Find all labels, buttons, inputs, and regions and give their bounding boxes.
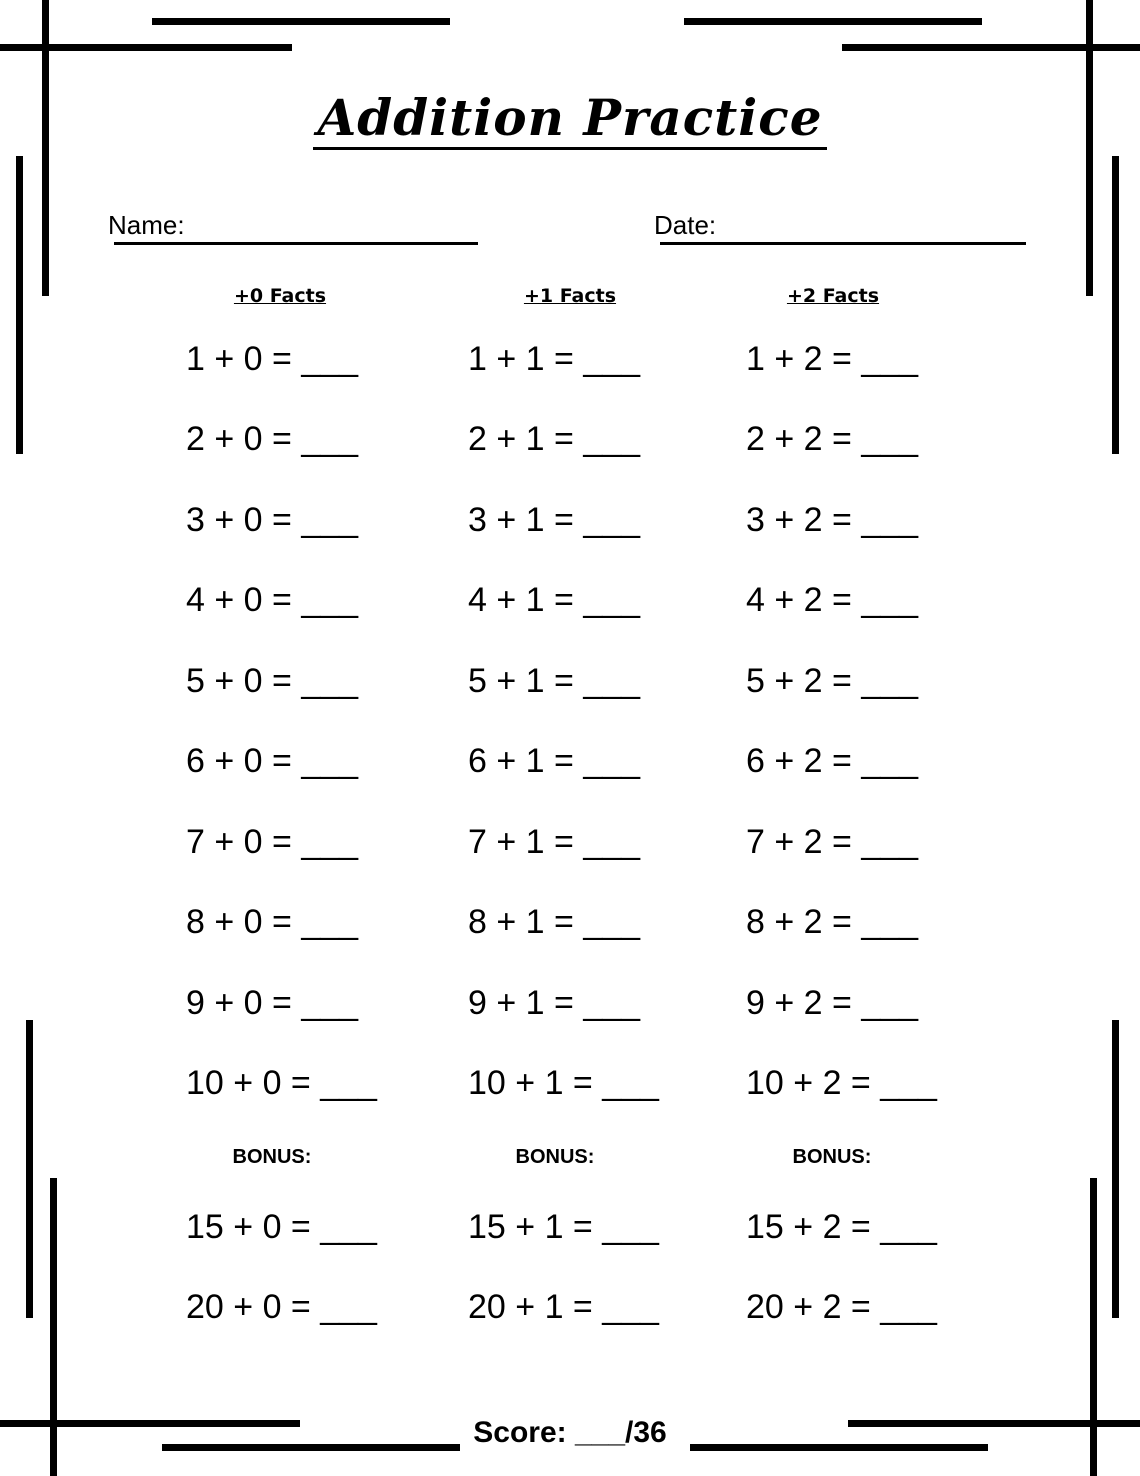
column-header-plus1: +1 Facts bbox=[523, 285, 617, 307]
problem: 1 + 2 = ___ bbox=[746, 340, 919, 378]
bonus-problem: 20 + 2 = ___ bbox=[746, 1288, 937, 1326]
problem: 6 + 2 = ___ bbox=[746, 742, 919, 780]
bonus-problem: 20 + 1 = ___ bbox=[468, 1288, 659, 1326]
bonus-problem: 15 + 1 = ___ bbox=[468, 1208, 659, 1246]
date-label: Date: bbox=[654, 210, 717, 240]
problem: 7 + 1 = ___ bbox=[468, 823, 641, 861]
frame-bar bbox=[842, 44, 1140, 51]
column-header-plus0: +0 Facts bbox=[233, 285, 327, 307]
problem: 3 + 2 = ___ bbox=[746, 501, 919, 539]
column-header-plus2: +2 Facts bbox=[786, 285, 880, 307]
frame-bar bbox=[26, 1020, 33, 1318]
problem: 4 + 2 = ___ bbox=[746, 581, 919, 619]
problem: 1 + 1 = ___ bbox=[468, 340, 641, 378]
bonus-label: BONUS: bbox=[515, 1146, 595, 1168]
problem: 8 + 1 = ___ bbox=[468, 903, 641, 941]
worksheet-title-text: Addition Practice bbox=[313, 88, 826, 150]
problem: 9 + 1 = ___ bbox=[468, 984, 641, 1022]
worksheet-title bbox=[0, 88, 1140, 147]
frame-bar bbox=[16, 156, 23, 454]
problem: 2 + 2 = ___ bbox=[746, 420, 919, 458]
frame-bar bbox=[152, 18, 450, 25]
date-line[interactable] bbox=[660, 242, 1026, 245]
score-label: Score: ___/36 bbox=[473, 1416, 667, 1449]
problem: 7 + 0 = ___ bbox=[186, 823, 359, 861]
problem: 3 + 0 = ___ bbox=[186, 501, 359, 539]
problem: 10 + 2 = ___ bbox=[746, 1064, 937, 1102]
bonus-problem: 15 + 2 = ___ bbox=[746, 1208, 937, 1246]
bonus-problem: 20 + 0 = ___ bbox=[186, 1288, 377, 1326]
frame-bar bbox=[1112, 1020, 1119, 1318]
frame-bar bbox=[1086, 0, 1093, 296]
problem: 8 + 2 = ___ bbox=[746, 903, 919, 941]
problem: 9 + 2 = ___ bbox=[746, 984, 919, 1022]
problem: 6 + 0 = ___ bbox=[186, 742, 359, 780]
problem: 10 + 1 = ___ bbox=[468, 1064, 659, 1102]
name-label: Name: bbox=[108, 210, 185, 240]
problem: 6 + 1 = ___ bbox=[468, 742, 641, 780]
bonus-label: BONUS: bbox=[232, 1146, 312, 1168]
problem: 2 + 1 = ___ bbox=[468, 420, 641, 458]
problem: 5 + 0 = ___ bbox=[186, 662, 359, 700]
problem: 10 + 0 = ___ bbox=[186, 1064, 377, 1102]
problem: 4 + 0 = ___ bbox=[186, 581, 359, 619]
problem: 5 + 2 = ___ bbox=[746, 662, 919, 700]
problem: 7 + 2 = ___ bbox=[746, 823, 919, 861]
problem: 1 + 0 = ___ bbox=[186, 340, 359, 378]
problem: 5 + 1 = ___ bbox=[468, 662, 641, 700]
problem: 8 + 0 = ___ bbox=[186, 903, 359, 941]
problem: 4 + 1 = ___ bbox=[468, 581, 641, 619]
name-line[interactable] bbox=[114, 242, 478, 245]
problem: 9 + 0 = ___ bbox=[186, 984, 359, 1022]
problem: 2 + 0 = ___ bbox=[186, 420, 359, 458]
frame-bar bbox=[42, 0, 49, 296]
bonus-problem: 15 + 0 = ___ bbox=[186, 1208, 377, 1246]
bonus-label: BONUS: bbox=[792, 1146, 872, 1168]
frame-bar bbox=[1112, 156, 1119, 454]
frame-bar bbox=[684, 18, 982, 25]
problem: 3 + 1 = ___ bbox=[468, 501, 641, 539]
